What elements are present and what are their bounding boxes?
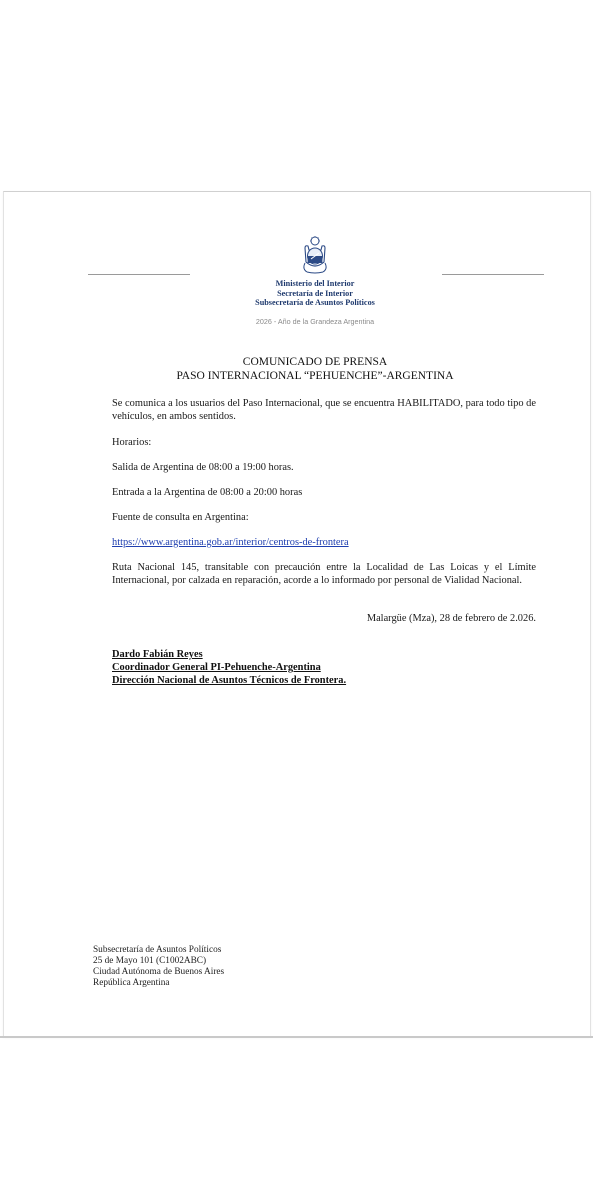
secretariat-name: Secretaría de Interior xyxy=(277,289,353,298)
header-rule-right xyxy=(442,274,544,275)
footer-city: Ciudad Autónoma de Buenos Aires xyxy=(93,967,225,977)
signatory-role: Coordinador General PI-Pehuenche-Argentina xyxy=(112,662,321,673)
route-paragraph: Ruta Nacional 145, transitable con precaución entre la Localidad de Las Loicas y el Límite Internacional, por calzada en reparación, acorde a lo informado por personal de Vialidad Nacional. xyxy=(112,562,536,586)
footer-country: República Argentina xyxy=(93,978,170,988)
signatory-office: Dirección Nacional de Asuntos Técnicos de Frontera. xyxy=(112,675,347,686)
departure-hours: Salida de Argentina de 08:00 a 19:00 horas. xyxy=(112,462,294,473)
document-subtitle: PASO INTERNACIONAL “PEHUENCHE”-ARGENTINA xyxy=(176,370,454,382)
source-link-row xyxy=(112,536,536,549)
footer-address: 25 de Mayo 101 (C1002ABC) xyxy=(93,956,207,966)
source-label: Fuente de consulta en Argentina: xyxy=(112,512,249,523)
signatory-name: Dardo Fabián Reyes xyxy=(112,649,203,660)
footer-office: Subsecretaría de Asuntos Políticos xyxy=(93,945,222,955)
header-rule-left xyxy=(88,274,190,275)
place-date: Malargüe (Mza), 28 de febrero de 2.026. xyxy=(366,613,536,624)
source-link[interactable]: https://www.argentina.gob.ar/interior/centros-de-frontera xyxy=(112,537,349,548)
subsecretariat-name: Subsecretaría de Asuntos Políticos xyxy=(255,298,375,307)
intro-paragraph: Se comunica a los usuarios del Paso Internacional, que se encuentra HABILITADO, para todo tipo de vehículos, en ambos sentidos. xyxy=(112,398,536,422)
year-motto: 2026 - Año de la Grandeza Argentina xyxy=(255,317,375,326)
hours-label: Horarios: xyxy=(112,437,152,448)
page-bottom-edge xyxy=(0,1036,593,1038)
document-title: COMUNICADO DE PRENSA xyxy=(242,356,388,368)
ministry-name: Ministerio del Interior xyxy=(275,279,355,288)
argentina-coat-of-arms-icon xyxy=(302,236,328,274)
scan-background xyxy=(0,0,593,191)
entry-hours: Entrada a la Argentina de 08:00 a 20:00 horas xyxy=(112,487,303,498)
